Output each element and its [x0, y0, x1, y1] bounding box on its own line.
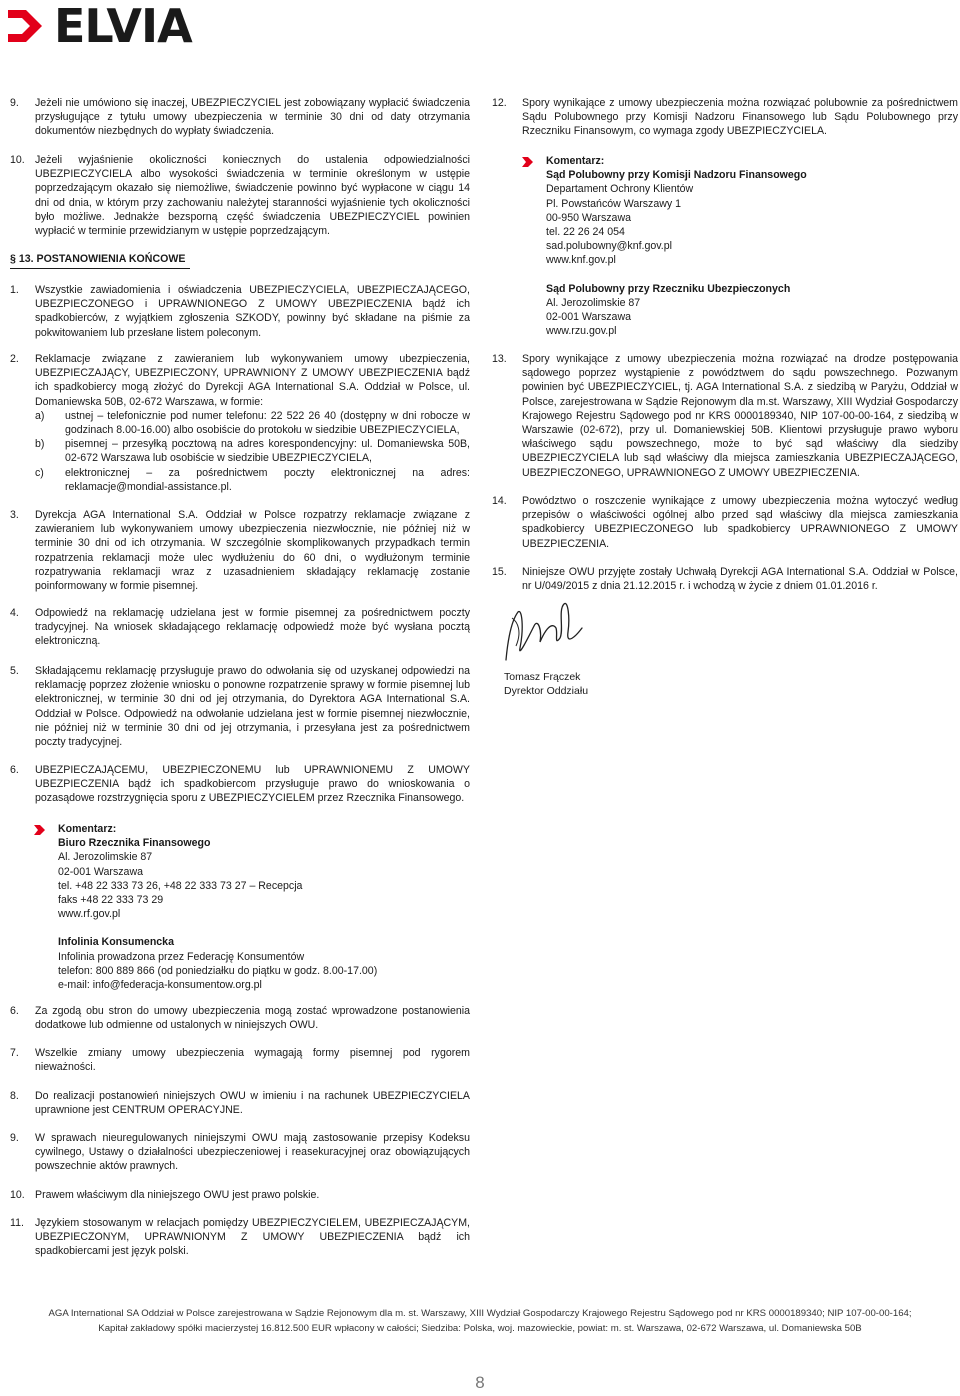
- list-item: 11. Językiem stosowanym w relacjach pomiędzy UBEZPIECZYCIELEM, UBEZPIECZAJĄCYM, UBEZPIECZONYM, UPRAWNIONYM Z UMOWY UBEZPIECZENIA bądź ich spadkobiercami jest język polski.: [10, 1217, 470, 1258]
- list-item: 12. Spory wynikające z umowy ubezpieczenia można rozwiązać polubownie za pośrednictwem Sądu Polubownego przy Komisji Nadzoru Finansowego lub Sądu Polubownego przy Rzeczniku Finansowym, co wymaga zgody UBEZPIECZYCIELA.: [492, 97, 958, 138]
- email-link[interactable]: sad.polubowny@knf.gov.pl: [546, 240, 672, 253]
- list-item: 3. Dyrekcja AGA International S.A. Oddział w Polsce rozpatrzy reklamacje związane z zawieraniem lub wykonywaniem umowy ubezpieczenia niezwłocznie, nie później niż w terminie 30 dni od ich otrzymania. W szczególnie skomplikowanych przypadkach termin rozpatrzenia reklamacji może ulec wydłużeniu do 60 dni, o wydłużonym terminie rozpatrywania reklamacji wraz z uzasadnieniem składający reklamację zostanie poinformowany w formie pisemnej.: [10, 509, 470, 593]
- section-heading: § 13. POSTANOWIENIA KOŃCOWE: [10, 252, 470, 270]
- list-item: 4. Odpowiedź na reklamację udzielana jest w formie pisemnej za pośrednictwem poczty tradycyjnej. Na wniosek składającego reklamację odpowiedź może być wysłana pocztą elektroniczną.: [10, 607, 470, 648]
- comment-box-courts: Komentarz: Sąd Polubowny przy Komisji Nadzoru Finansowego Departament Ochrony Klientów Pl. Powstańców Warszawy 1 00-950 Warszawa tel. 22 26 24 054 sad.polubowny@knf.gov.pl www.knf.gov.pl Sąd Polubowny przy Rzeczniku Ubezpieczonych Al. Jerozolimskie 87 02-001 Warszawa www.rzu.gov.pl: [522, 154, 958, 344]
- list-item: 2. Reklamacje związane z zawieraniem lub wykonywaniem umowy ubezpieczenia, UBEZPIECZAJĄCY, UBEZPIECZONY, UPRAWNIONY Z UMOWY UBEZPIECZENIA bądź ich spadkobiercy mogą złożyć do Dyrekcji AGA International S.A. Oddział w Polsce, ul. Domaniewska 50B, 02-672 Warszawa, w formie: a) ustnej – telefonicznie pod numer telefonu: 22 522 26 40 (dostępny w dni robocze w godzinach 8.00-16.00) albo osobiście do protokołu w siedzibie UBEZPIECZYCIELA, b) pisemnej – przesyłką pocztową na adres korespondencyjny: ul. Domaniewska 50B, 02-672 Warszawa lub osobiście w siedzibie UBEZPIECZYCIELA, c) elektronicznej – za pośrednictwem poczty elektronicznej na adres: reklamacje@mondial-assistance.pl.: [10, 353, 470, 493]
- website-link[interactable]: www.rf.gov.pl: [58, 908, 121, 921]
- red-arrow-icon: [522, 156, 534, 168]
- list-item: 10. Jeżeli wyjaśnienie okoliczności koniecznych do ustalenia odpowiedzialności UBEZPIECZYCIELA albo wysokości świadczenia w terminie określonym w ustępie poprzedzającym okazało się niemożliwe, świadczenie powinno być wypłacone w ciągu 14 dni od dnia, w którym przy zachowaniu należytej staranności wyjaśnienie tych okoliczności było możliwe. Jednakże bezsporną część świadczenia UBEZPIECZYCIEL powinien wypłacić w terminie przewidzianym w ustępie poprzedzającym.: [10, 154, 470, 238]
- right-column: [492, 96, 958, 606]
- sub-item: a) ustnej – telefonicznie pod numer telefonu: 22 522 26 40 (dostępny w dni robocze w godzinach 8.00-16.00) albo osobiście do protokołu w siedzibie UBEZPIECZYCIELA,: [35, 409, 470, 437]
- left-column: [10, 96, 470, 1266]
- list-item: 7. Wszelkie zmiany umowy ubezpieczenia wymagają formy pisemnej pod rygorem nieważności.: [10, 1047, 470, 1074]
- signatory-role: Dyrektor Oddziału: [504, 685, 589, 697]
- list-item: 10. Prawem właściwym dla niniejszego OWU jest prawo polskie.: [10, 1189, 320, 1201]
- signatory-name: Tomasz Frączek: [504, 671, 581, 683]
- red-arrow-icon: [34, 824, 46, 836]
- list-item: 5. Składającemu reklamację przysługuje prawo do odwołania się od uzyskanej odpowiedzi na reklamację poprzez złożenie wniosku o ponowne rozpatrzenie sprawy w formie pisemnej lub elektronicznej, w terminie 30 dni od jej otrzymania, do Dyrektora AGA International S.A. Oddział w Polsce. Odpowiedź na odwołanie udzielana jest w formie pisemnej niezwłocznie, nie później niż w terminie 30 dni od jej otrzymania, i przesyłana jest za pośrednictwem poczty tradycyjnej.: [10, 665, 470, 749]
- comment-box-ombudsman: Komentarz: Biuro Rzecznika Finansowego Al. Jerozolimskie 87 02-001 Warszawa tel. +48 22 333 73 26, +48 22 333 73 27 – Recepcja faks +48 22 333 73 29 www.rf.gov.pl Infolinia Konsumencka Infolinia prowadzona przez Federację Konsumentów telefon: 800 889 866 (od poniedziałku do piątku w godz. 8.00-17.00) e-mail: info@federacja-konsumentow.org.pl: [34, 822, 470, 994]
- list-item: 13. Spory wynikające z umowy ubezpieczenia można rozwiązać na drodze postępowania sądowego poprzez wystąpienie z powództwem do sądu powszechnego. Pozwanym powinien być UBEZPIECZYCIEL, tj. AGA International S.A. z siedzibą w Paryżu, Oddział w Polsce, zarejestrowana w Sądzie Rejonowym dla m.st. Warszawy, XIII Wydział Gospodarczy Krajowego Rejestru Sądowego pod nr KRS 0000189340, NIP 107-00-00-164, z siedzibą w Warszawie (02-672), przy ul. Domaniewskiej 50B. Klientowi przysługuje prawo wyboru właściwego sądu powszechnego, może to być sąd właściwy dla siedziby UBEZPIECZYCIELA lub sąd właściwy dla miejsca zamieszkania UBEZPIECZAJĄCEGO, UBEZPIECZONEGO, UPRAWNIONEGO Z UMOWY UBEZPIECZENIA.: [492, 353, 958, 479]
- email-link[interactable]: e-mail: info@federacja-konsumentow.org.pl: [58, 979, 262, 992]
- brand-name: ELVIA: [54, 0, 192, 53]
- signatory: [504, 670, 588, 698]
- sub-item: b) pisemnej – przesyłką pocztową na adres korespondencyjny: ul. Domaniewska 50B, 02-672 Warszawa lub osobiście w siedzibie UBEZPIECZYCIELA,: [35, 438, 470, 465]
- elvia-logo: [6, 0, 268, 53]
- list-item: 14. Powództwo o roszczenie wynikające z umowy ubezpieczenia można wytoczyć według przepisów o właściwości ogólnej albo przed sąd właściwy dla miejsca zamieszkania spadkobiercy UBEZPIECZONEGO lub spadkobiercy UPRAWNIONEGO Z UMOWY UBEZPIECZENIA.: [492, 495, 958, 550]
- list-item: 9. Jeżeli nie umówiono się inaczej, UBEZPIECZYCIEL jest zobowiązany wypłacić świadczenia przysługujące z tytułu umowy ubezpieczenia w terminie 30 dni od daty otrzymania dokumentów niezbędnych do wypłaty świadczenia.: [10, 97, 470, 138]
- list-item: 15. Niniejsze OWU przyjęte zostały Uchwałą Dyrekcji AGA International S.A. Oddział w Polsce, nr U/049/2015 z dnia 21.12.2015 r. i wchodzą w życie z dniem 01.01.2016 r.: [492, 566, 958, 593]
- website-link[interactable]: www.knf.gov.pl: [546, 254, 616, 267]
- page-number: 8: [475, 1373, 485, 1392]
- heading-underline: [10, 268, 190, 269]
- list-item: 9. W sprawach nieuregulowanych niniejszymi OWU mają zastosowanie przepisy Kodeksu cywilnego, Ustawy o działalności ubezpieczeniowej i reasekuracyjnej oraz obowiązujących powszechnie aktów prawnych.: [10, 1132, 470, 1173]
- list-item: 6. Za zgodą obu stron do umowy ubezpieczenia mogą zostać wprowadzone postanowienia dodatkowe lub odmienne od ustalonych w niniejszych OWU.: [10, 1005, 470, 1032]
- list-item: 1. Wszystkie zawiadomienia i oświadczenia UBEZPIECZYCIELA, UBEZPIECZAJĄCEGO, UBEZPIECZONEGO i UPRAWNIONEGO Z UMOWY UBEZPIECZENIA bądź ich spadkobierców, z wyjątkiem zgłoszenia SZKODY, powinny być składane na piśmie za pokwitowaniem lub przesłane listem poleconym.: [10, 284, 470, 339]
- legal-footer: AGA International SA Oddział w Polsce zarejestrowana w Sądzie Rejonowym dla m. st. Warszawy, XIII Wydział Gospodarczy Krajowego Rejestru Sądowego pod nr KRS 0000189340; NIP 107-00-00-164; Kapitał zakładowy spółki macierzystej 16.812.500 EUR wpłacony w całości; Siedziba: Polska, woj. mazowieckie, powiat: m. st. Warszawa, 02-672 Warszawa, ul. Domaniewska 50B: [48, 1308, 912, 1334]
- list-item: 6. UBEZPIECZAJĄCEMU, UBEZPIECZONEMU lub UPRAWNIONEMU Z UMOWY UBEZPIECZENIA bądź ich spadkobiercom przysługuje prawo do wnioskowania o pozasądowe rozstrzygnięcia sporu z UBEZPIECZYCIELEM przez Rzecznika Finansowego.: [10, 764, 470, 805]
- elvia-arrow-icon: [6, 4, 50, 48]
- list-item: 8. Do realizacji postanowień niniejszych OWU w imieniu i na rachunek UBEZPIECZYCIELA uprawnione jest CENTRUM OPERACYJNE.: [10, 1090, 470, 1117]
- website-link[interactable]: www.rzu.gov.pl: [546, 325, 617, 338]
- sub-item: c) elektronicznej – za pośrednictwem poczty elektronicznej na adres: reklamacje@mondial-assistance.pl.: [35, 466, 470, 493]
